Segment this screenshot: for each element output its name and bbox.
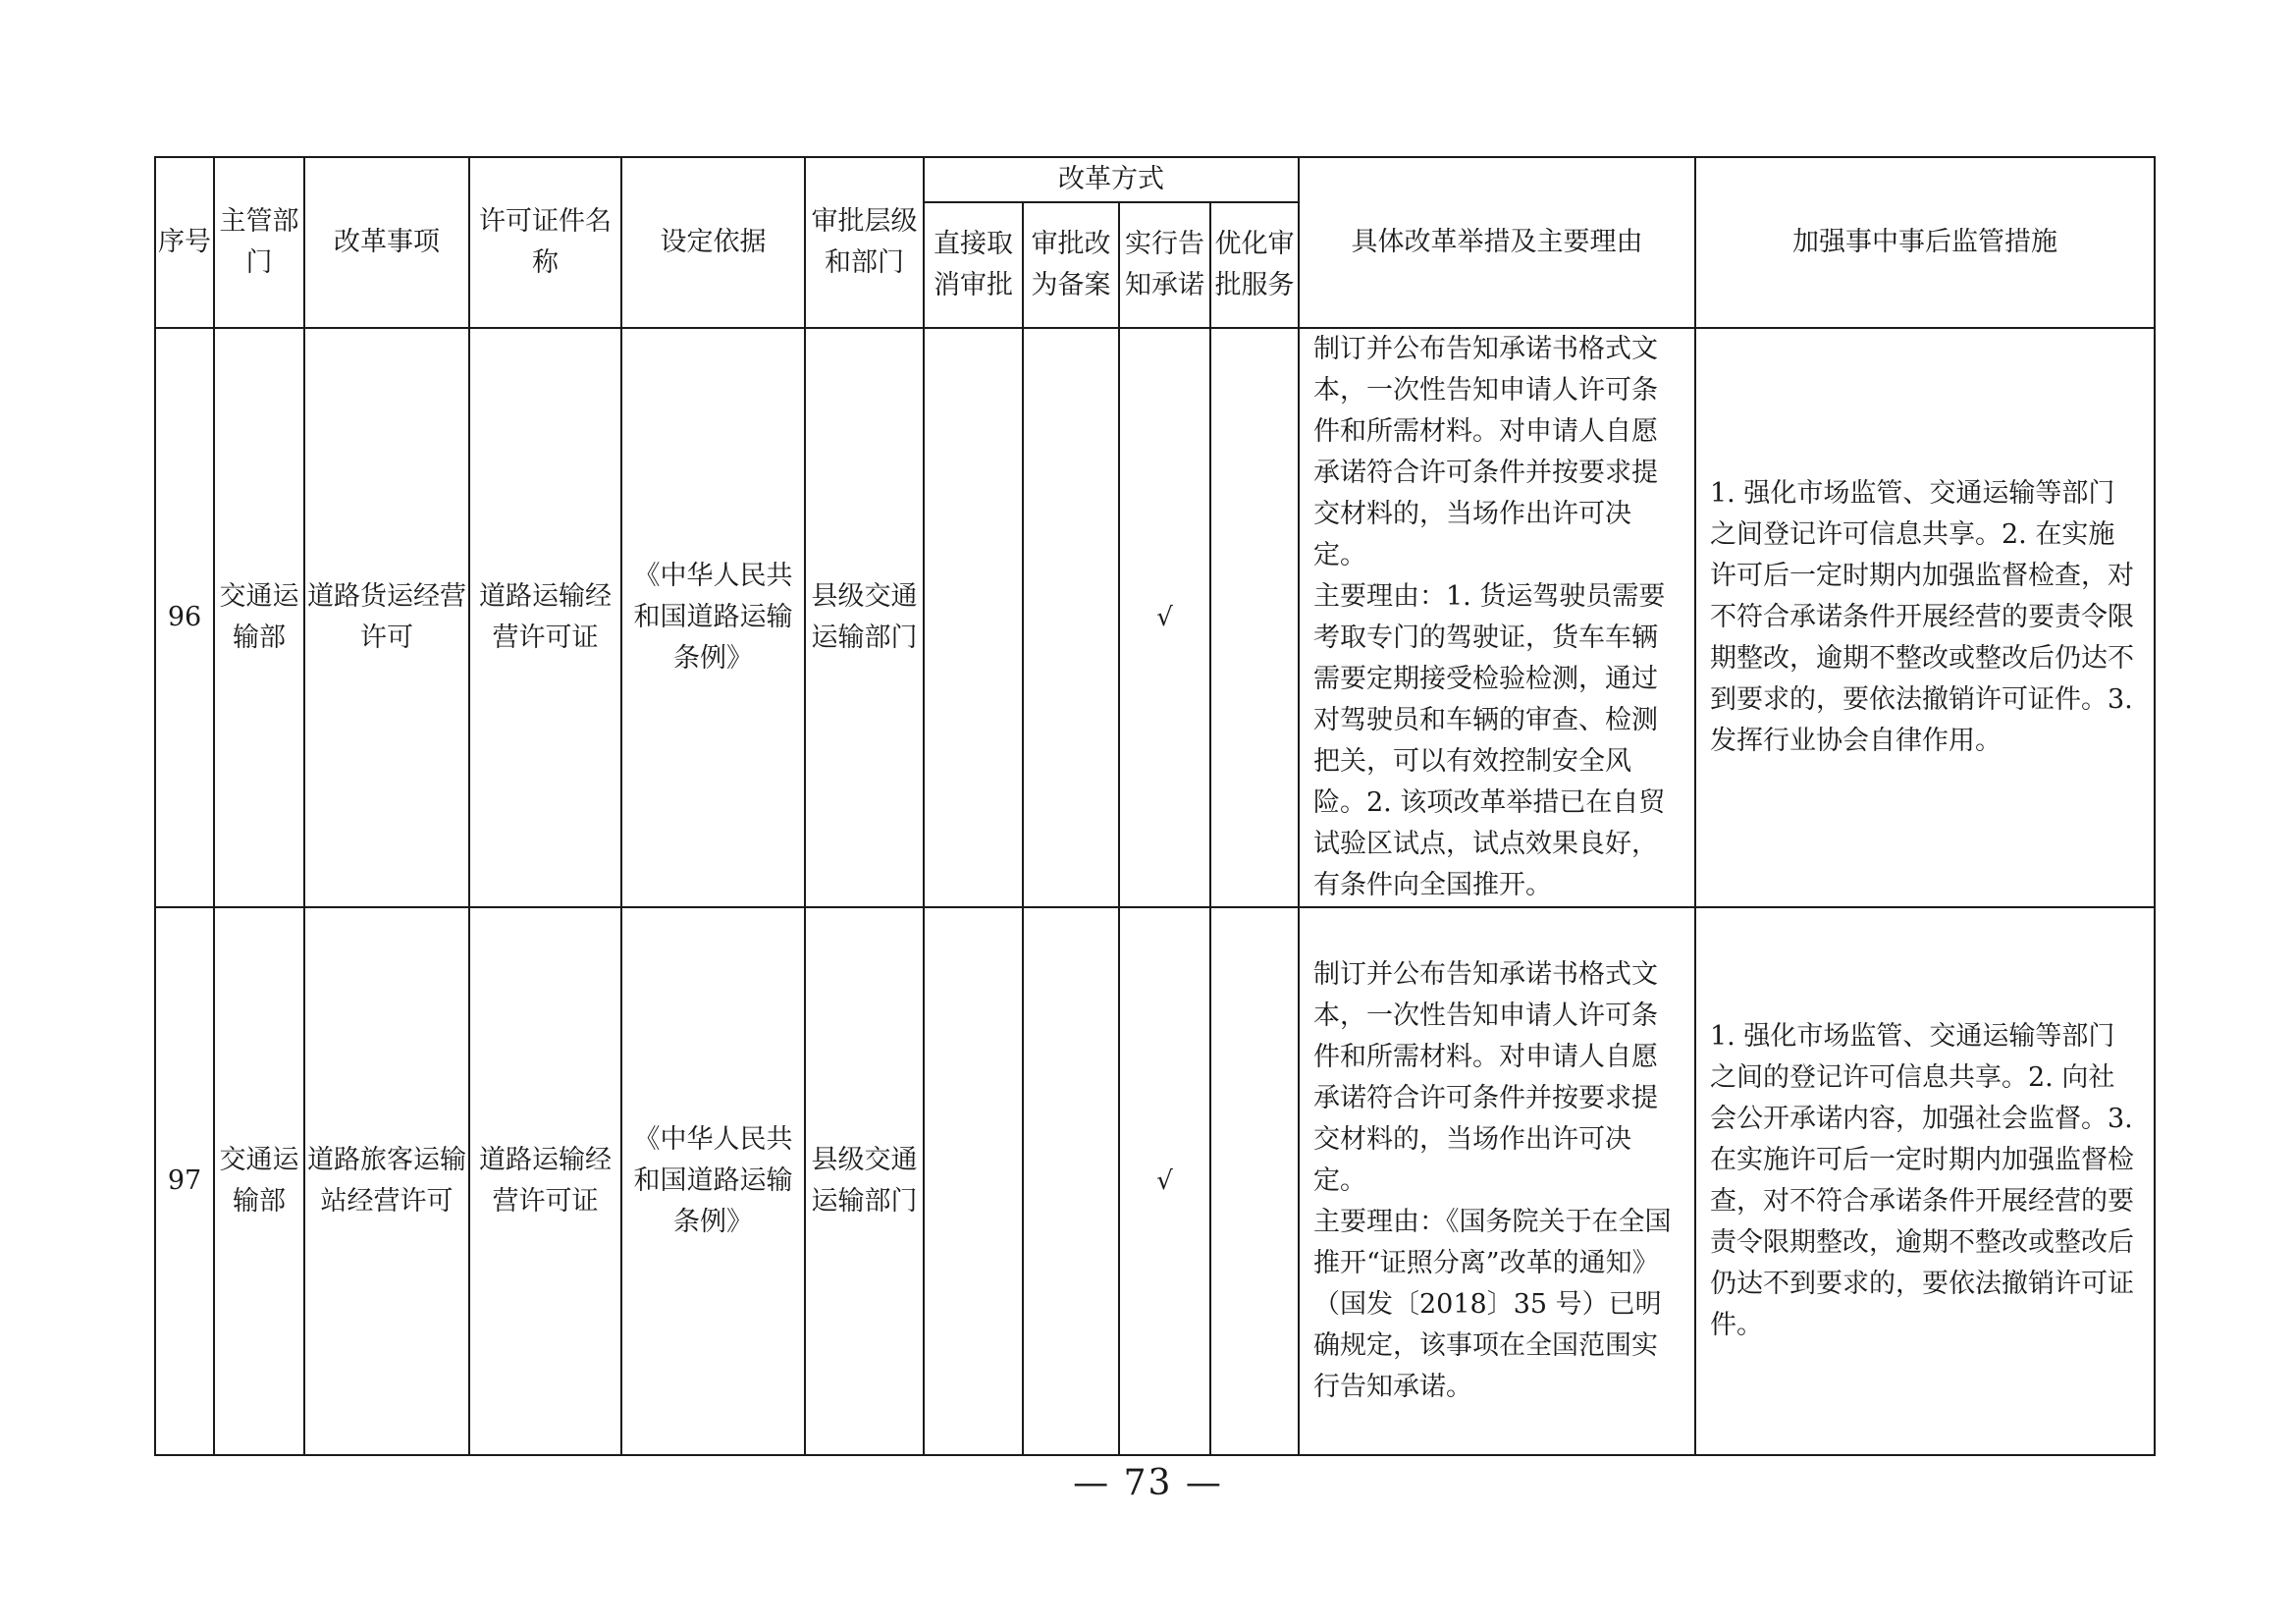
row-cert: 道路运输经营许可证 [469,907,621,1455]
header-method-group: 改革方式 [924,157,1299,202]
row-level: 县级交通运输部门 [805,328,924,907]
row-dept: 交通运输部 [214,907,304,1455]
row-filing [1023,907,1119,1455]
row-basis: 《中华人民共和国道路运输条例》 [621,907,805,1455]
header-method-filing: 审批改为备案 [1023,202,1119,328]
row-cert: 道路运输经营许可证 [469,328,621,907]
row-notify-check: √ [1119,907,1210,1455]
row-optimize [1210,328,1299,907]
row-filing [1023,328,1119,907]
row-measures: 制订并公布告知承诺书格式文本，一次性告知申请人许可条件和所需材料。对申请人自愿承诺符合许可条件并按要求提交材料的，当场作出许可决定。 主要理由：1. 货运驾驶员需要考取专门的驾驶证，货车车辆需要定期接受检验检测，通过对驾驶员和车辆的审查、检测把关，可以有效控制安全风险。2. 该项改革举措已在自贸试验区试点，试点效果良好，有条件向全国推开。 [1299,328,1695,907]
header-level: 审批层级和部门 [805,157,924,328]
row-supervision: 1. 强化市场监管、交通运输等部门之间登记许可信息共享。2. 在实施许可后一定时期内加强监督检查，对不符合承诺条件开展经营的要责令限期整改，逾期不整改或整改后仍达不到要求的，要依法撤销许可证件。3. 发挥行业协会自律作用。 [1695,328,2155,907]
header-seq: 序号 [155,157,214,328]
header-cert: 许可证件名称 [469,157,621,328]
row-seq: 96 [155,328,214,907]
header-method-notify: 实行告知承诺 [1119,202,1210,328]
row-cancel [924,328,1023,907]
row-basis: 《中华人民共和国道路运输条例》 [621,328,805,907]
header-method-optimize: 优化审批服务 [1210,202,1299,328]
row-cancel [924,907,1023,1455]
row-level: 县级交通运输部门 [805,907,924,1455]
table-row [155,907,2155,1455]
header-supervision: 加强事中事后监管措施 [1695,157,2155,328]
header-method-cancel: 直接取消审批 [924,202,1023,328]
row-dept: 交通运输部 [214,328,304,907]
header-dept: 主管部门 [214,157,304,328]
header-measures: 具体改革举措及主要理由 [1299,157,1695,328]
row-item: 道路货运经营许可 [304,328,469,907]
row-seq: 97 [155,907,214,1455]
reform-table [154,156,2156,1456]
row-supervision: 1. 强化市场监管、交通运输等部门之间的登记许可信息共享。2. 向社会公开承诺内容，加强社会监督。3. 在实施许可后一定时期内加强监督检查，对不符合承诺条件开展经营的要责令限期整改，逾期不整改或整改后仍达不到要求的，要依法撤销许可证件。 [1695,907,2155,1455]
row-notify-check: √ [1119,328,1210,907]
header-item: 改革事项 [304,157,469,328]
row-optimize [1210,907,1299,1455]
row-item: 道路旅客运输站经营许可 [304,907,469,1455]
table-row [155,328,2155,907]
page-number: — 73 — [1073,1463,1223,1503]
row-measures: 制订并公布告知承诺书格式文本，一次性告知申请人许可条件和所需材料。对申请人自愿承诺符合许可条件并按要求提交材料的，当场作出许可决定。 主要理由：《国务院关于在全国推开“证照分离”改革的通知》（国发〔2018〕35 号）已明确规定，该事项在全国范围实行告知承诺。 [1299,907,1695,1455]
header-basis: 设定依据 [621,157,805,328]
